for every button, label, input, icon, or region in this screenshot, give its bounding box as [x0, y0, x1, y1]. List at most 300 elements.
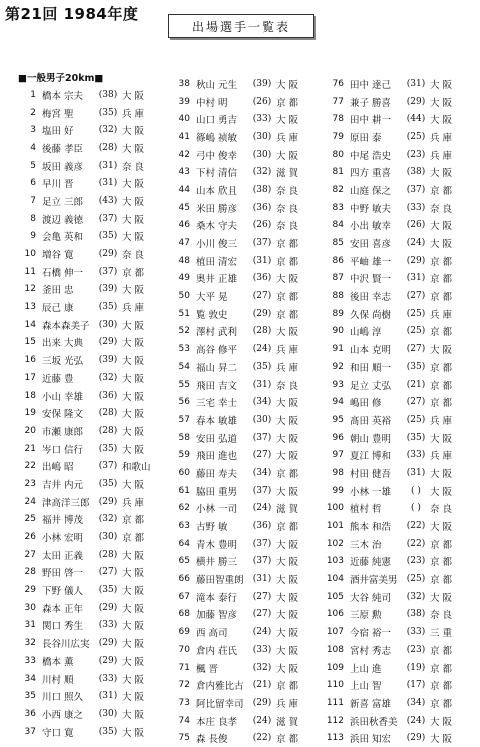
- entry-pref: 京 都: [276, 734, 299, 746]
- entry-pref: 京 都: [276, 468, 299, 480]
- entry-pref: 奈 良: [430, 504, 453, 516]
- entry-age: (31): [406, 78, 426, 89]
- entry-age: (31): [98, 160, 118, 171]
- entry-num: 69: [178, 627, 190, 638]
- entry-row: [18, 599, 168, 617]
- entry-name: 福山 昇二: [196, 362, 238, 374]
- entry-row: [326, 500, 476, 518]
- entry-pref: 奈 良: [122, 250, 145, 262]
- entry-name: 新喜 富雄: [350, 698, 392, 710]
- entry-pref: 兵 庫: [122, 497, 145, 509]
- entry-name: 小林 一雄: [350, 486, 392, 498]
- entry-age: (27): [406, 344, 426, 355]
- entry-age: (33): [98, 673, 118, 684]
- entry-pref: 京 都: [122, 267, 145, 279]
- entry-pref: 兵 庫: [276, 698, 299, 710]
- entry-row: [326, 128, 476, 146]
- entry-pref: 大 阪: [122, 550, 145, 562]
- entry-name: 弓中 俊幸: [196, 150, 238, 162]
- entry-age: (33): [406, 450, 426, 461]
- entry-age: (28): [98, 142, 118, 153]
- entry-row: [326, 110, 476, 128]
- entry-row: [326, 287, 476, 305]
- entry-row: [172, 146, 322, 164]
- entry-row: [172, 93, 322, 111]
- entry-pref: 大 阪: [430, 592, 453, 604]
- entry-pref: 滋 賀: [276, 504, 299, 516]
- entry-num: 75: [178, 733, 190, 744]
- entry-num: 109: [326, 662, 344, 673]
- entry-pref: 大 阪: [430, 239, 453, 251]
- entry-row: [326, 588, 476, 606]
- entry-num: 90: [332, 326, 344, 337]
- entry-row: [172, 305, 322, 323]
- entry-pref: 京 都: [430, 645, 453, 657]
- entry-pref: 京 都: [430, 663, 453, 675]
- entry-row: [326, 553, 476, 571]
- entry-num: 35: [24, 691, 36, 702]
- entry-num: 3: [30, 125, 36, 136]
- entry-pref: 大 阪: [430, 468, 453, 480]
- entry-age: (22): [252, 733, 272, 744]
- entry-name: 藤田智重朗: [196, 575, 244, 587]
- entry-name: 大平 晃: [196, 292, 228, 304]
- entry-pref: 大 阪: [430, 221, 453, 233]
- entry-age: (29): [98, 655, 118, 666]
- entry-age: (29): [98, 638, 118, 649]
- entry-num: 57: [178, 414, 190, 425]
- entry-num: 67: [178, 591, 190, 602]
- entry-num: 71: [178, 662, 190, 673]
- entry-age: (37): [252, 538, 272, 549]
- entry-num: 52: [178, 326, 190, 337]
- entry-num: 77: [332, 96, 344, 107]
- page-title: 第21回 1984年度: [5, 5, 139, 23]
- entry-name: 森本森美子: [42, 320, 90, 332]
- entry-pref: 兵 庫: [430, 150, 453, 162]
- entry-age: (27): [252, 609, 272, 620]
- entry-age: (32): [252, 662, 272, 673]
- entry-name: 澤村 武利: [196, 327, 238, 339]
- entry-age: (36): [98, 390, 118, 401]
- entry-row: [18, 351, 168, 369]
- entry-num: 96: [332, 432, 344, 443]
- entry-row: [326, 358, 476, 376]
- entry-age: (32): [98, 514, 118, 525]
- entry-age: (35): [252, 361, 272, 372]
- entry-pref: 京 都: [276, 522, 299, 534]
- entry-num: 40: [178, 114, 190, 125]
- entry-pref: 大 阪: [122, 709, 145, 721]
- entry-pref: 京 都: [430, 398, 453, 410]
- entry-num: 65: [178, 556, 190, 567]
- entry-pref: 京 都: [122, 515, 145, 527]
- entry-pref: 大 阪: [122, 373, 145, 385]
- entry-age: (24): [406, 238, 426, 249]
- entry-age: (31): [252, 379, 272, 390]
- entry-row: [18, 174, 168, 192]
- entry-name: 太田 正義: [42, 550, 84, 562]
- entry-name: 村田 健吾: [350, 468, 392, 480]
- entry-row: [172, 588, 322, 606]
- entry-row: [172, 234, 322, 252]
- entry-pref: 奈 良: [276, 380, 299, 392]
- entry-name: 安田 弘道: [196, 433, 238, 445]
- entry-row: [172, 464, 322, 482]
- entry-num: 93: [332, 379, 344, 390]
- entry-name: 田中 耕一: [350, 115, 392, 127]
- entry-num: 25: [24, 514, 36, 525]
- entry-row: [326, 146, 476, 164]
- entry-age: (22): [406, 538, 426, 549]
- entry-pref: 兵 庫: [276, 362, 299, 374]
- entry-pref: 大 阪: [122, 586, 145, 598]
- entry-pref: 兵 庫: [430, 415, 453, 427]
- entry-age: (33): [98, 620, 118, 631]
- entry-pref: 大 阪: [276, 663, 299, 675]
- entry-row: [172, 340, 322, 358]
- entry-age: (33): [406, 627, 426, 638]
- entry-name: 青木 豊明: [196, 539, 238, 551]
- entry-pref: 京 都: [430, 185, 453, 197]
- entry-pref: 大 阪: [122, 391, 145, 403]
- entry-num: 42: [178, 149, 190, 160]
- entry-pref: 大 阪: [430, 345, 453, 357]
- entry-age: (31): [252, 255, 272, 266]
- entry-num: 103: [326, 556, 344, 567]
- entry-age: (35): [98, 585, 118, 596]
- entry-name: 中野 敏夫: [350, 203, 392, 215]
- entry-num: 30: [24, 602, 36, 613]
- entry-num: 84: [332, 220, 344, 231]
- entry-name: 出嶋 昭: [42, 462, 74, 474]
- entry-row: [18, 245, 168, 263]
- entry-pref: 大 阪: [430, 522, 453, 534]
- entry-pref: 兵 庫: [122, 303, 145, 315]
- entry-name: 小林 宏明: [42, 533, 84, 545]
- entry-pref: 京 都: [430, 539, 453, 551]
- entry-num: 4: [30, 142, 36, 153]
- entry-pref: 大 阪: [276, 398, 299, 410]
- entry-name: 足立 三郎: [42, 196, 84, 208]
- entry-row: [18, 281, 168, 299]
- entry-name: 原田 泰: [350, 132, 382, 144]
- entry-row: [18, 157, 168, 175]
- list-title: 出場選手一覧表: [191, 19, 290, 34]
- entry-name: 植田 清宏: [196, 256, 238, 268]
- entry-age: (24): [252, 627, 272, 638]
- entry-name: 山嶋 淳: [350, 327, 382, 339]
- entry-age: (31): [98, 691, 118, 702]
- entry-pref: 大 阪: [122, 727, 145, 739]
- entry-name: 増谷 寛: [42, 250, 74, 262]
- entry-name: 浜田 知宏: [350, 734, 392, 746]
- entry-num: 2: [30, 107, 36, 118]
- entry-age: (28): [98, 408, 118, 419]
- entry-row: [18, 228, 168, 246]
- entry-age: (30): [252, 414, 272, 425]
- entry-age: (27): [252, 450, 272, 461]
- entry-num: 8: [30, 213, 36, 224]
- entry-pref: 京 都: [430, 698, 453, 710]
- entry-num: 91: [332, 344, 344, 355]
- entry-num: 113: [326, 733, 344, 744]
- entry-row: [326, 623, 476, 641]
- entry-pref: 京 都: [430, 681, 453, 693]
- entry-age: (17): [406, 680, 426, 691]
- entry-row: [172, 517, 322, 535]
- entry-age: (30): [98, 319, 118, 330]
- entry-row: [326, 464, 476, 482]
- entry-row: [18, 475, 168, 493]
- entry-row: [18, 210, 168, 228]
- entry-age: (37): [252, 556, 272, 567]
- entry-row: [18, 334, 168, 352]
- entry-name: 橋本 薫: [42, 656, 74, 668]
- entry-row: [18, 104, 168, 122]
- entry-num: 15: [24, 337, 36, 348]
- entry-row: [18, 139, 168, 157]
- entry-age: (33): [252, 644, 272, 655]
- entry-age: (39): [98, 355, 118, 366]
- entry-num: 46: [178, 220, 190, 231]
- entry-row: [326, 535, 476, 553]
- entry-name: 山口 勇吉: [196, 115, 238, 127]
- entry-name: 三木 治: [350, 539, 382, 551]
- entry-name: 会亀 英和: [42, 232, 84, 244]
- entry-name: 山本 欣且: [196, 185, 238, 197]
- entry-name: 近藤 純憲: [350, 557, 392, 569]
- entry-age: (35): [98, 726, 118, 737]
- entry-age: (24): [252, 715, 272, 726]
- entry-pref: 京 都: [276, 239, 299, 251]
- entry-name: 春本 敏雄: [196, 415, 238, 427]
- entry-pref: 和歌山: [122, 462, 151, 474]
- entry-num: 10: [24, 249, 36, 260]
- entry-num: 107: [326, 627, 344, 638]
- entry-pref: 大 阪: [122, 639, 145, 651]
- entry-num: 51: [178, 308, 190, 319]
- entry-num: 7: [30, 195, 36, 206]
- entry-num: 39: [178, 96, 190, 107]
- entry-age: (27): [252, 291, 272, 302]
- entry-age: (44): [406, 114, 426, 125]
- entry-row: [172, 163, 322, 181]
- entry-row: [172, 535, 322, 553]
- entry-name: 脇田 重男: [196, 486, 238, 498]
- entry-name: 浜田秋香美: [350, 716, 398, 728]
- entry-num: 61: [178, 485, 190, 496]
- entry-num: 105: [326, 591, 344, 602]
- entry-pref: 大 阪: [276, 610, 299, 622]
- entry-num: 33: [24, 655, 36, 666]
- entry-pref: 兵 庫: [430, 451, 453, 463]
- entry-pref: 大 阪: [122, 444, 145, 456]
- entry-num: 108: [326, 644, 344, 655]
- entry-name: 市瀬 康郎: [42, 426, 84, 438]
- entry-pref: 大 阪: [430, 115, 453, 127]
- entry-name: 塩田 好: [42, 126, 74, 138]
- entry-row: [172, 411, 322, 429]
- entry-row: [172, 482, 322, 500]
- entry-num: 79: [332, 131, 344, 142]
- entry-age: (28): [98, 425, 118, 436]
- entry-num: 19: [24, 408, 36, 419]
- entry-name: 森 長俊: [196, 734, 228, 746]
- entry-pref: 大 阪: [430, 79, 453, 91]
- entry-num: 23: [24, 478, 36, 489]
- entry-name: 三坂 光弘: [42, 356, 84, 368]
- entry-age: (35): [98, 443, 118, 454]
- entry-age: (33): [252, 114, 272, 125]
- entry-pref: 兵 庫: [122, 108, 145, 120]
- entry-name: 津高洋三郎: [42, 497, 90, 509]
- entry-row: [18, 723, 168, 741]
- entry-pref: 奈 良: [122, 161, 145, 173]
- entry-row: [18, 192, 168, 210]
- entry-num: 24: [24, 496, 36, 507]
- entry-pref: 大 阪: [276, 539, 299, 551]
- entry-name: 小川 俊三: [196, 239, 238, 251]
- entry-pref: 大 阪: [430, 97, 453, 109]
- entry-num: 37: [24, 726, 36, 737]
- entry-num: 64: [178, 538, 190, 549]
- entry-pref: 兵 庫: [276, 345, 299, 357]
- entry-age: (27): [98, 567, 118, 578]
- entry-pref: 京 都: [276, 97, 299, 109]
- entry-name: 平岫 雄一: [350, 256, 392, 268]
- entry-num: 99: [332, 485, 344, 496]
- entry-pref: 大 阪: [276, 115, 299, 127]
- entry-num: 98: [332, 467, 344, 478]
- entry-name: 兼子 勝喜: [350, 97, 392, 109]
- entry-age: (26): [406, 220, 426, 231]
- entry-row: [326, 446, 476, 464]
- entry-age: (34): [252, 397, 272, 408]
- entry-pref: 大 阪: [122, 568, 145, 580]
- entry-column-1: [18, 86, 168, 740]
- entry-num: 62: [178, 503, 190, 514]
- entry-num: 101: [326, 521, 344, 532]
- entry-pref: 大 阪: [430, 734, 453, 746]
- entry-pref: 大 阪: [122, 214, 145, 226]
- entry-row: [172, 181, 322, 199]
- entry-row: [326, 199, 476, 217]
- entry-pref: 大 阪: [430, 486, 453, 498]
- entry-name: 阿比留幸司: [196, 698, 244, 710]
- entry-pref: 京 都: [430, 380, 453, 392]
- entry-num: 27: [24, 549, 36, 560]
- entry-row: [326, 429, 476, 447]
- entry-row: [326, 606, 476, 624]
- entry-row: [18, 298, 168, 316]
- entry-name: 中村 明: [196, 97, 228, 109]
- entry-row: [18, 86, 168, 104]
- entry-row: [18, 457, 168, 475]
- entry-age: (35): [98, 478, 118, 489]
- entry-num: 48: [178, 255, 190, 266]
- entry-row: [326, 712, 476, 730]
- entry-age: (31): [98, 178, 118, 189]
- entry-age: (23): [406, 556, 426, 567]
- entry-row: [326, 694, 476, 712]
- entry-age: (25): [406, 326, 426, 337]
- entry-name: 四方 重喜: [350, 168, 392, 180]
- entry-pref: 奈 良: [276, 203, 299, 215]
- entry-name: 森本 正年: [42, 603, 84, 615]
- entry-num: 104: [326, 574, 344, 585]
- entry-name: 夏江 博和: [350, 451, 392, 463]
- entry-age: (26): [252, 220, 272, 231]
- entry-num: 92: [332, 361, 344, 372]
- entry-age: (29): [406, 255, 426, 266]
- entry-pref: 大 阪: [276, 486, 299, 498]
- entry-pref: 京 都: [276, 292, 299, 304]
- entry-age: (29): [252, 697, 272, 708]
- entry-name: 飛田 吉文: [196, 380, 238, 392]
- entry-row: [18, 263, 168, 281]
- entry-age: (37): [252, 432, 272, 443]
- entry-num: 76: [332, 78, 344, 89]
- entry-age: (37): [406, 184, 426, 195]
- entry-row: [18, 528, 168, 546]
- entry-name: 覧 敦史: [196, 309, 228, 321]
- entry-name: 古野 敏: [196, 522, 228, 534]
- entry-age: (24): [252, 503, 272, 514]
- entry-age: (37): [98, 461, 118, 472]
- entry-row: [326, 482, 476, 500]
- entry-row: [18, 564, 168, 582]
- entry-age: (32): [406, 591, 426, 602]
- entry-pref: 滋 賀: [276, 168, 299, 180]
- entry-num: 111: [326, 697, 344, 708]
- entry-row: [326, 340, 476, 358]
- entry-name: 上山 進: [350, 663, 382, 675]
- entry-age: (29): [252, 308, 272, 319]
- entry-pref: 大 阪: [122, 338, 145, 350]
- entry-name: 釜田 忠: [42, 285, 74, 297]
- entry-age: (22): [406, 521, 426, 532]
- entry-name: 小西 康之: [42, 709, 84, 721]
- entry-num: 16: [24, 355, 36, 366]
- entry-name: 嶋田 修: [350, 398, 382, 410]
- entry-num: 94: [332, 397, 344, 408]
- entry-row: [18, 652, 168, 670]
- entry-name: 篠嶋 祯敏: [196, 132, 238, 144]
- entry-row: [172, 641, 322, 659]
- entry-pref: 京 都: [430, 575, 453, 587]
- entry-pref: 大 阪: [122, 603, 145, 615]
- entry-name: 高谷 修平: [196, 345, 238, 357]
- entry-pref: 奈 良: [276, 221, 299, 233]
- entry-pref: 大 阪: [122, 479, 145, 491]
- entry-age: (36): [252, 521, 272, 532]
- entry-pref: 大 阪: [122, 90, 145, 102]
- entry-pref: 兵 庫: [276, 132, 299, 144]
- entry-age: (26): [252, 96, 272, 107]
- entry-pref: 大 阪: [122, 196, 145, 208]
- entry-row: [18, 404, 168, 422]
- entry-row: [326, 234, 476, 252]
- entry-name: 渡辺 義徳: [42, 214, 84, 226]
- entry-num: 36: [24, 708, 36, 719]
- entry-row: [326, 270, 476, 288]
- entry-pref: 滋 賀: [276, 716, 299, 728]
- entry-pref: 大 阪: [122, 232, 145, 244]
- entry-name: 横井 勝三: [196, 557, 238, 569]
- entry-row: [172, 429, 322, 447]
- entry-row: [326, 517, 476, 535]
